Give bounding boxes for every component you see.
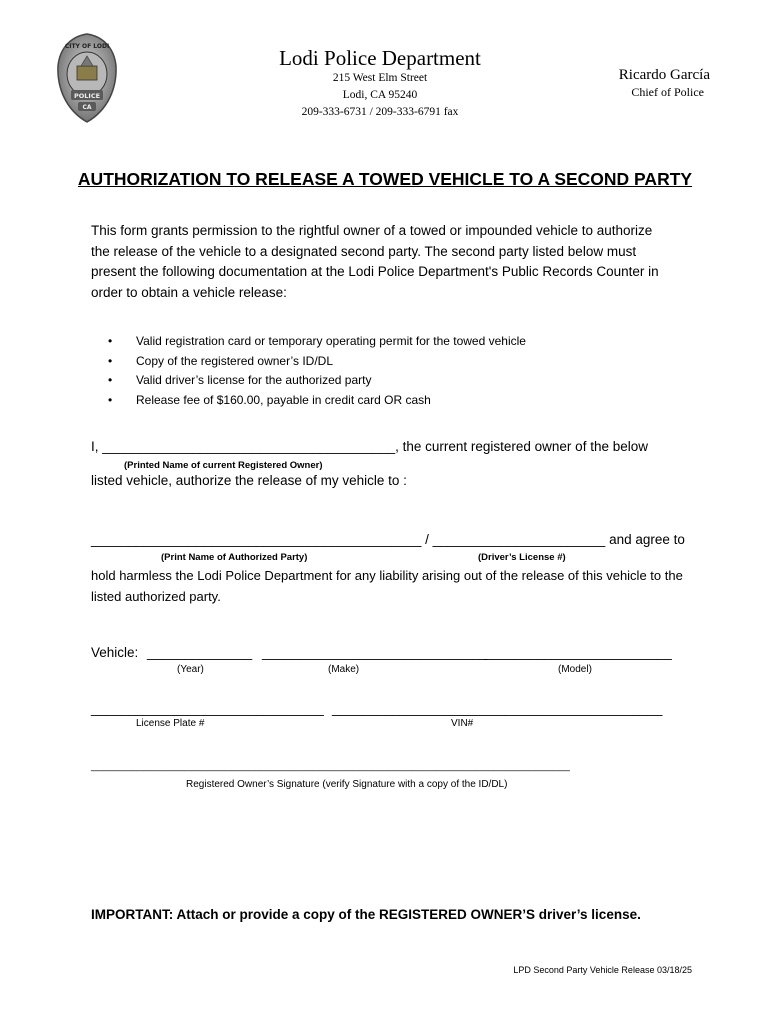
authorized-party-name-field[interactable]: ____________________________________________ (91, 532, 422, 547)
phone-fax: 209-333-6731 / 209-333-6791 fax (301, 106, 459, 118)
vehicle-make-field[interactable]: ______________________________ (262, 645, 488, 660)
bullet-icon: • (108, 373, 113, 387)
form-title: AUTHORIZATION TO RELEASE A TOWED VEHICLE TO A SECOND PARTY (77, 169, 693, 189)
separator-slash: / (421, 532, 433, 547)
drivers-license-label: (Driver’s License #) (478, 552, 566, 563)
address-street: 215 West Elm Street (332, 72, 428, 84)
intro-paragraph (91, 221, 691, 303)
hold-harmless-line: hold harmless the Lodi Police Department for any liability arising out of the release of this vehicle to the (91, 568, 683, 583)
badge-city-text: CITY OF LODI (64, 43, 110, 50)
bullet-icon: • (108, 353, 113, 368)
badge-police-text: POLICE (73, 92, 101, 100)
intro-line: present the following documentation at the Lodi Police Department's Public Records Counter in (91, 264, 659, 279)
license-plate-field[interactable]: _______________________________ (91, 701, 324, 716)
requirement-text: Release fee of $160.00, payable in credit card OR cash (136, 392, 431, 407)
form-footer: LPD Second Party Vehicle Release 03/18/25 (513, 965, 692, 975)
address-city: Lodi, CA 95240 (342, 89, 418, 101)
important-note: IMPORTANT: Attach or provide a copy of the REGISTERED OWNER’S driver’s license. (91, 907, 641, 922)
hold-harmless-paragraph (91, 566, 711, 607)
bullet-icon: • (108, 334, 113, 348)
requirement-text: Valid registration card or temporary operating permit for the towed vehicle (136, 334, 526, 348)
badge-state-text: CA (82, 104, 92, 111)
license-plate-label: License Plate # (136, 718, 205, 729)
police-badge-logo (56, 32, 118, 124)
drivers-license-field[interactable]: _______________________ (432, 532, 606, 547)
year-label: (Year) (177, 664, 204, 675)
vehicle-label: Vehicle: (91, 645, 139, 660)
chief-title: Chief of Police (631, 85, 704, 99)
agree-text: and agree to (605, 532, 685, 547)
make-label: (Make) (328, 664, 360, 675)
requirement-text: Copy of the registered owner’s ID/DL (136, 353, 333, 368)
intro-line: order to obtain a vehicle release: (91, 284, 287, 300)
signature-label: Registered Owner’s Signature (verify Signature with a copy of the ID/DL) (186, 779, 508, 790)
authorized-party-line (91, 532, 685, 547)
owner-continuation: listed vehicle, authorize the release of my vehicle to : (91, 473, 407, 488)
intro-line: This form grants permission to the rightful owner of a towed or impounded vehicle to authorize (91, 223, 653, 238)
list-item (108, 352, 668, 372)
list-item (108, 391, 668, 411)
vin-field[interactable]: ____________________________________________ (332, 701, 663, 716)
hold-harmless-line: listed authorized party. (91, 588, 221, 604)
intro-line: the release of the vehicle to a designated second party. The second party listed below must (91, 243, 637, 259)
owner-statement-line (91, 439, 648, 454)
vin-label: VIN# (451, 718, 474, 729)
requirement-text: Valid driver’s license for the authorized party (136, 373, 372, 387)
bullet-icon: • (108, 392, 113, 407)
owner-prefix: I, (91, 439, 103, 454)
owner-suffix: , the current registered owner of the below (395, 439, 648, 454)
vehicle-year-field[interactable]: ______________ (147, 645, 253, 660)
owner-name-label: (Printed Name of current Registered Owner) (124, 460, 323, 471)
department-name: Lodi Police Department (279, 46, 481, 70)
list-item (108, 332, 668, 352)
chief-name: Ricardo García (618, 67, 710, 83)
owner-name-field[interactable]: _______________________________________ (102, 439, 396, 454)
authorized-party-label: (Print Name of Authorized Party) (161, 552, 308, 563)
owner-signature-field[interactable]: __________________________________________________________________________________ (91, 760, 570, 772)
vehicle-model-field[interactable]: _________________________ (484, 645, 672, 660)
requirements-list (108, 332, 668, 410)
list-item (108, 371, 668, 391)
model-label: (Model) (558, 664, 592, 675)
